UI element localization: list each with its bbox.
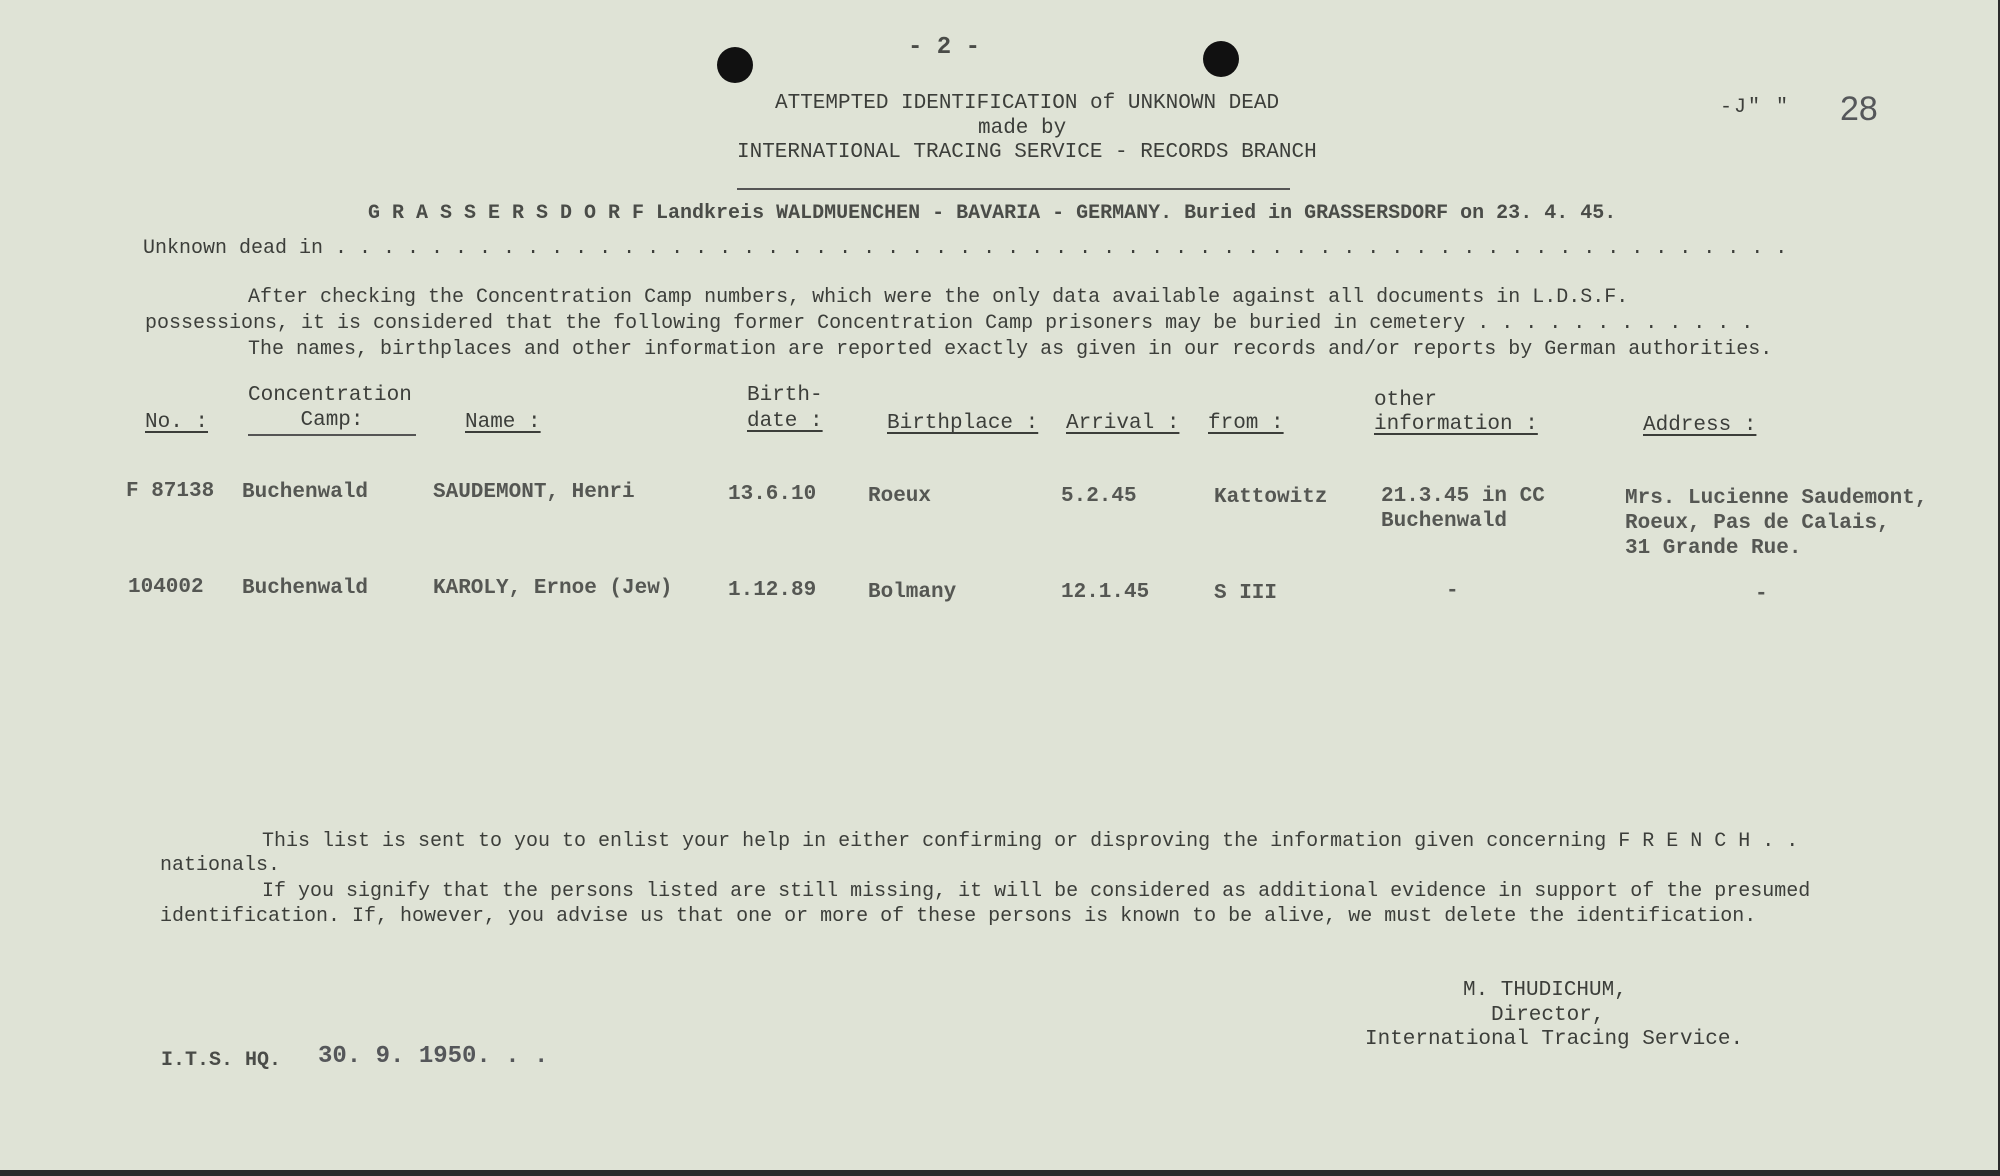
closing-line-3: If you signify that the persons listed are still missing, it will be considered as additional evidence in support of the presumed [262, 880, 1811, 903]
cell-camp: Buchenwald [242, 577, 369, 600]
cell-birthplace: Roeux [868, 485, 932, 508]
cell-arrival: 5.2.45 [1061, 485, 1137, 508]
header-from: from : [1208, 412, 1284, 435]
intro-line-2: possessions, it is considered that the following former Concentration Camp prisoners may be buried in cemetery . . . . . . . . . . . . [145, 312, 1754, 335]
closing-line-1: This list is sent to you to enlist your help in either confirming or disproving the information given concerning F R E N C H . . [262, 830, 1799, 853]
header-organization: INTERNATIONAL TRACING SERVICE - RECORDS BRANCH [737, 141, 1317, 164]
cell-birthdate: 1.12.89 [728, 579, 817, 602]
cell-name: SAUDEMONT, Henri [433, 481, 635, 504]
location-line: G R A S S E R S D O R F Landkreis WALDMUENCHEN - BAVARIA - GERMANY. Buried in GRASSERSDORF on 23. 4. 45. [368, 202, 1617, 225]
intro-line-3: The names, birthplaces and other information are reported exactly as given in our records and/or reports by German authorities. [248, 338, 1773, 361]
cell-address-2: Roeux, Pas de Calais, [1625, 512, 1890, 535]
header-birthplace: Birthplace : [887, 412, 1039, 435]
cell-no: 104002 [128, 576, 204, 599]
cell-address-1: - [1755, 583, 1768, 606]
header-address: Address : [1643, 414, 1757, 437]
signature-name: M. THUDICHUM, [1463, 979, 1627, 1002]
signature-title: Director, [1491, 1004, 1605, 1027]
header-name: Name : [465, 411, 541, 434]
header-rule [737, 188, 1290, 190]
header-no: No. : [145, 411, 209, 434]
footer-date: 30. 9. 1950. . . [318, 1043, 549, 1070]
header-arrival: Arrival : [1066, 412, 1180, 435]
cell-address-3: 31 Grande Rue. [1625, 537, 1802, 560]
header-camp-top: Concentration [248, 384, 412, 407]
cell-name: KAROLY, Ernoe (Jew) [433, 577, 673, 600]
header-birth-top: Birth- [747, 384, 823, 407]
header-other-top: other [1374, 389, 1438, 412]
cell-no: F 87138 [126, 480, 215, 503]
cell-birthdate: 13.6.10 [728, 483, 817, 506]
header-camp-bottom: Camp: [248, 409, 416, 436]
cell-camp: Buchenwald [242, 481, 369, 504]
unknown-dead-line: Unknown dead in . . . . . . . . . . . . . . . . . . . . . . . . . . . . . . . . . . . . . . . . . . . . . . . . . . . . . . . . . . . . . [143, 237, 1788, 260]
footer-label: I.T.S. HQ. [161, 1049, 282, 1072]
cell-other-2: Buchenwald [1381, 510, 1508, 533]
page-number: - 2 - [908, 34, 981, 61]
cell-birthplace: Bolmany [868, 581, 957, 604]
punch-hole-left [717, 47, 753, 83]
intro-line-1: After checking the Concentration Camp numbers, which were the only data available against all documents in L.D.S.F. [248, 286, 1629, 309]
closing-line-2: nationals. [160, 854, 281, 877]
corner-number: 28 [1840, 90, 1878, 128]
cell-address-1: Mrs. Lucienne Saudemont, [1625, 487, 1928, 510]
header-title: ATTEMPTED IDENTIFICATION of UNKNOWN DEAD [775, 92, 1280, 115]
closing-line-4: identification. If, however, you advise us that one or more of these persons is known to be alive, we must delete the identification. [160, 905, 1757, 928]
cell-other-1: - [1446, 580, 1459, 603]
header-made-by: made by [978, 117, 1067, 140]
cell-other-1: 21.3.45 in CC [1381, 485, 1545, 508]
header-other-bottom: information : [1374, 413, 1538, 436]
corner-stamp: -J" " [1720, 96, 1791, 119]
punch-hole-right [1203, 41, 1239, 77]
cell-arrival: 12.1.45 [1061, 581, 1150, 604]
signature-organization: International Tracing Service. [1365, 1028, 1744, 1051]
header-birth-bottom: date : [747, 410, 823, 433]
cell-from: Kattowitz [1214, 486, 1328, 509]
cell-from: S III [1214, 582, 1278, 605]
